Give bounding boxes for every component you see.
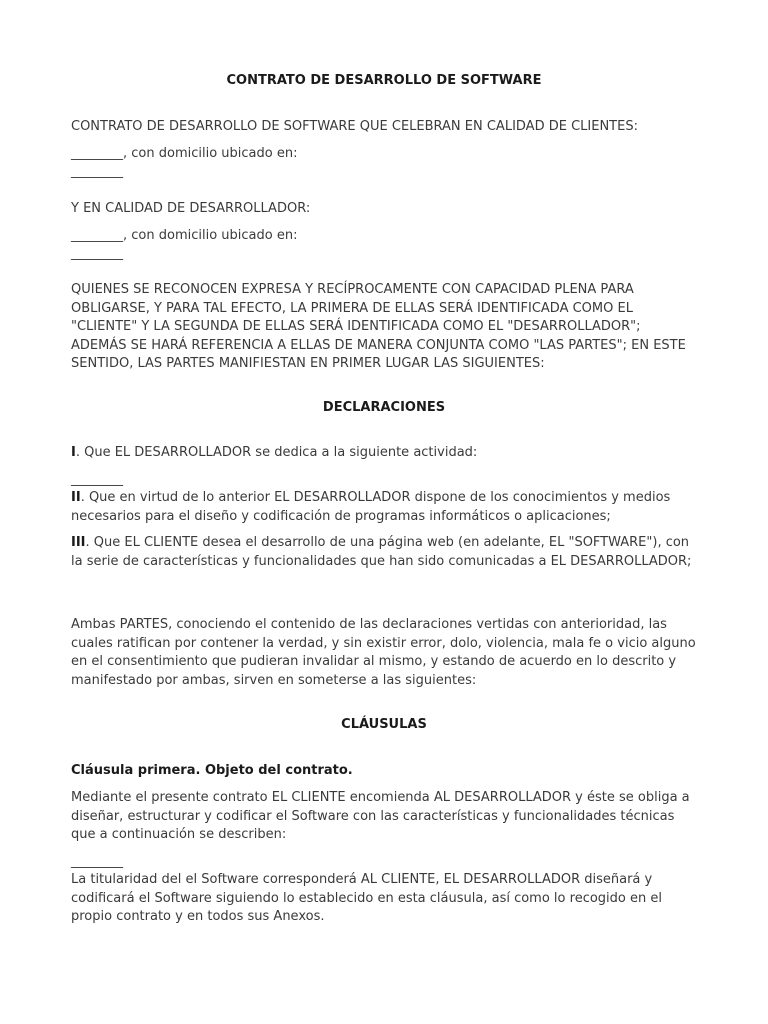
clause-1-ownership: La titularidad del el Software corresponderá AL CLIENTE, EL DESARROLLADOR diseñará y codificará el Software siguiendo lo establecido en esta cláusula, así como lo recogido en el propio contrato y en todos sus Anexos.	[71, 872, 662, 924]
declaration-2-number: II	[71, 490, 81, 505]
declaration-2	[71, 489, 697, 526]
declaration-1-number: I	[71, 445, 76, 460]
declaration-1-blank: ________	[71, 472, 123, 487]
client-address-line: ________, con domicilio ubicado en:	[71, 146, 298, 161]
declaration-2-text: . Que en virtud de lo anterior EL DESARROLLADOR dispone de los conocimientos y medios necesarios para el diseño y codificación de programas informáticos o aplicaciones;	[71, 490, 671, 524]
declaration-1	[71, 444, 697, 463]
clause-1-title: Cláusula primera. Objeto del contrato.	[71, 763, 353, 778]
declaration-1-text: . Que EL DESARROLLADOR se dedica a la siguiente actividad:	[75, 445, 478, 460]
agreement-paragraph: Ambas PARTES, conociendo el contenido de las declaraciones vertidas con anterioridad, las cuales ratifican por contener la verdad, y sin existir error, dolo, violencia, mala fe o vicio alguno en el consentimiento que pudieran invalidar al mismo, y estando de acuerdo en lo descrito y manifestado por ambas, sirven en someterse a las siguientes:	[71, 617, 696, 688]
client-address-blank: ________	[71, 164, 123, 179]
developer-address-blank: ________	[71, 246, 123, 261]
document-title: CONTRATO DE DESARROLLO DE SOFTWARE	[226, 73, 542, 88]
developer-address-line: ________, con domicilio ubicado en:	[71, 228, 298, 243]
declaration-3	[71, 534, 697, 571]
clause-1-blank: ________	[71, 854, 123, 869]
parties-paragraph: QUIENES SE RECONOCEN EXPRESA Y RECÍPROCAMENTE CON CAPACIDAD PLENA PARA OBLIGARSE, Y PARA TAL EFECTO, LA PRIMERA DE ELLAS SERÁ IDENTIFICADA COMO EL "CLIENTE" Y LA SEGUNDA DE ELLAS SERÁ IDENTIFICADA COMO EL "DESARROLLADOR"; ADEMÁS SE HARÁ REFERENCIA A ELLAS DE MANERA CONJUNTA COMO "LAS PARTES"; EN ESTE SENTIDO, LAS PARTES MANIFIESTAN EN PRIMER LUGAR LAS SIGUIENTES:	[71, 282, 686, 371]
intro-clients: CONTRATO DE DESARROLLO DE SOFTWARE QUE CELEBRAN EN CALIDAD DE CLIENTES:	[71, 119, 638, 134]
declarations-heading: DECLARACIONES	[322, 400, 446, 415]
clause-1-paragraph: Mediante el presente contrato EL CLIENTE encomienda AL DESARROLLADOR y éste se obliga a diseñar, estructurar y codificar el Software con las características y funcionalidades técnicas que a continuación se describen:	[71, 790, 690, 842]
intro-developer: Y EN CALIDAD DE DESARROLLADOR:	[71, 201, 311, 216]
declaration-3-text: . Que EL CLIENTE desea el desarrollo de una página web (en adelante, EL "SOFTWARE"), con la serie de características y funcionalidades que han sido comunicadas a EL DESARROLLADOR;	[71, 535, 692, 569]
declaration-3-number: III	[71, 535, 86, 550]
clauses-heading: CLÁUSULAS	[341, 717, 427, 732]
